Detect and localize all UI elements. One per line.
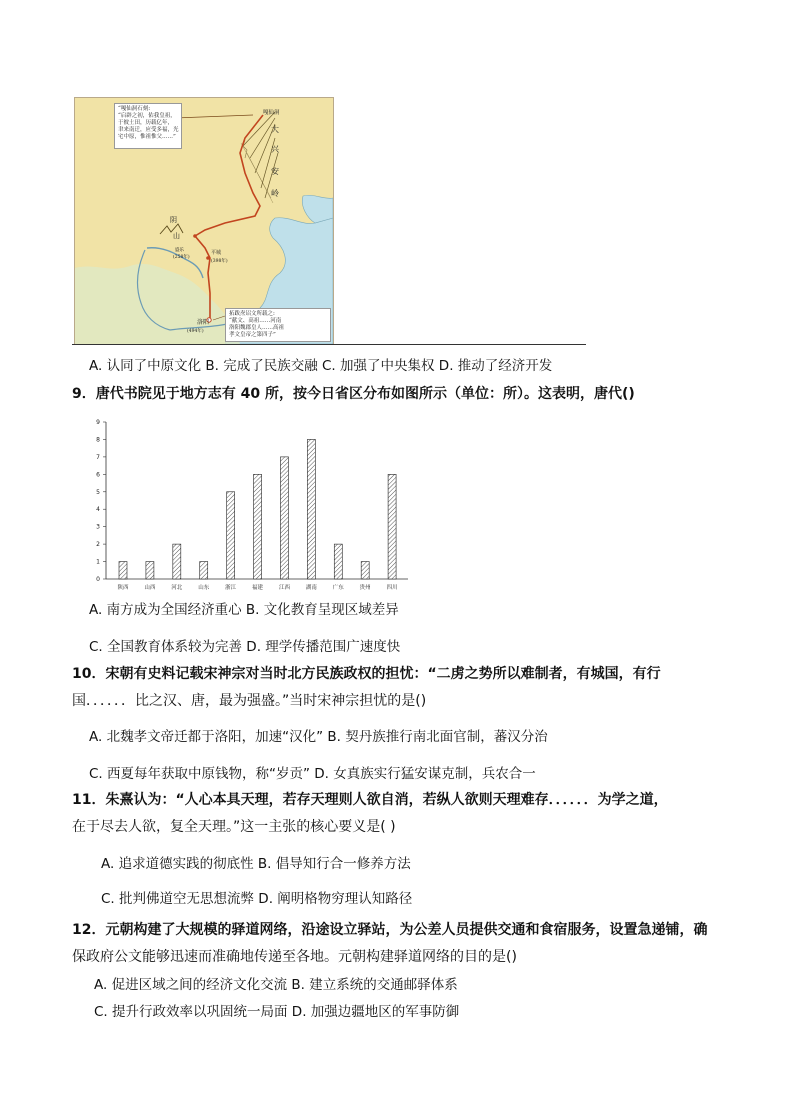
bar-chart [90,418,410,598]
x-tick-label: 贵州 [359,585,371,591]
y-tick-label: 7 [96,453,100,461]
q10-stem-line1 [72,665,661,684]
q11-stem-line2: 在于尽去人欲，复全天理。”这一主张的核心要义是( ) [72,819,396,835]
q8-options: A. 认同了中原文化 B. 完成了民族交融 C. 加强了中央集权 D. 推动了经济开发 [89,358,553,374]
bar-福建 [254,474,262,579]
q10-option-ab: A. 北魏孝文帝迁都于洛阳，加速“汉化” B. 契丹族推行南北面官制，蕃汉分治 [89,729,548,745]
y-tick-label: 1 [96,558,100,566]
x-tick-label: 河北 [171,585,183,591]
q12-option-cd: C. 提升行政效率以巩固统一局面 D. 加强边疆地区的军事防御 [94,1004,460,1020]
y-tick-label: 9 [96,419,100,426]
y-tick-label: 0 [96,576,100,583]
y-tick-label: 5 [96,488,100,496]
map-note-top: “嘎仙洞石刻: “启辟之初，佑我皇祖， 于彼土田，历载亿年， 聿来南迁，应受多福，光 宅中原，惟祖惟父……” [114,103,182,149]
map-label-gaxian: 嘎仙洞 [263,110,280,116]
map-label-pingcheng: 平城 [211,250,222,256]
x-tick-label: 陕西 [117,585,129,591]
bar-贵州 [361,562,369,579]
map-label-shengle: 盛乐 [175,248,184,253]
x-tick-label: 四川 [386,585,398,591]
x-tick-label: 福建 [252,585,264,591]
q12-option-ab: A. 促进区域之间的经济文化交流 B. 建立系统的交通邮驿体系 [94,977,458,993]
bar-陕西 [119,562,127,579]
x-tick-label: 山东 [198,585,210,591]
q12-stem-line1 [72,921,707,940]
x-tick-label: 浙江 [225,585,237,591]
y-tick-label: 3 [96,523,100,531]
y-tick-label: 4 [96,506,100,514]
q12-stem-line2: 保政府公文能够迅速而准确地传递至各地。元朝构建驿道网络的目的是() [72,949,517,965]
q11-option-ab: A. 追求道德实践的彻底性 B. 倡导知行合一修养方法 [101,856,411,872]
q9-option-ab: A. 南方成为全国经济重心 B. 文化教育呈现区域差异 [89,602,399,618]
bar-浙江 [227,492,235,579]
bar-江西 [280,457,288,579]
q10-stem-line2: 国．．．．．．比之汉、唐，最为强盛。”当时宋神宗担忧的是() [72,693,427,709]
divider-line [72,344,586,345]
q11-stem-text1: 11．朱熹认为：“人心本具天理，若存天理则人欲自消，若纵人欲则天理难存．．．．．．为学之道， [72,792,668,808]
y-tick-label: 6 [96,471,100,479]
map-label-luoyang: 洛阳 [197,319,210,326]
map-year-258: (258年) [173,255,190,260]
q9-option-cd: C. 全国教育体系较为完善 D. 理学传播范围广速度快 [89,639,401,655]
q11-option-cd: C. 批判佛道空无思想流弊 D. 阐明格物穷理认知路径 [101,891,413,907]
map-label-xing: 兴 [271,145,279,154]
q12-stem-text1: 12．元朝构建了大规模的驿道网络，沿途设立驿站，为公差人员提供交通和食宿服务，设置急递铺，确 [72,922,708,938]
bar-山西 [146,562,154,579]
q10-stem-text1: 10．宋朝有史料记载宋神宗对当时北方民族政权的担忧：“二虏之势所以难制者，有城国，有行 [72,666,661,682]
bar-山东 [200,562,208,579]
x-tick-label: 山西 [144,585,156,591]
x-tick-label: 江西 [278,585,290,591]
x-tick-label: 广东 [332,585,344,591]
y-tick-label: 2 [96,541,100,549]
bar-广东 [334,544,342,579]
migration-map [74,97,334,345]
bar-四川 [388,474,396,579]
bar-河北 [173,544,181,579]
map-label-an: 安 [271,167,279,176]
x-tick-label: 湖南 [305,585,317,591]
map-label-yin: 阴 [170,216,177,224]
bar-湖南 [307,439,315,579]
map-note-bottom: 拓跋焘诏文所载之: “献文、高祖……河南 洛阳魏郡皇人……高祖 孝文皇帝之第四子” [225,308,331,342]
q10-option-cd: C. 西夏每年获取中原钱物，称“岁贡” D. 女真族实行猛安谋克制，兵农合一 [89,766,536,782]
q9-stem: 9．唐代书院见于地方志有 40 所，按今日省区分布如图所示（单位：所）。这表明，唐代() [72,386,635,402]
map-year-494: (494年) [187,329,204,334]
q11-stem-line1 [72,791,668,810]
y-tick-label: 8 [96,436,100,444]
map-year-398: (398年) [211,259,228,264]
map-label-shan: 山 [173,232,180,240]
map-label-ling: 岭 [271,189,279,198]
map-label-da: 大 [271,125,279,134]
